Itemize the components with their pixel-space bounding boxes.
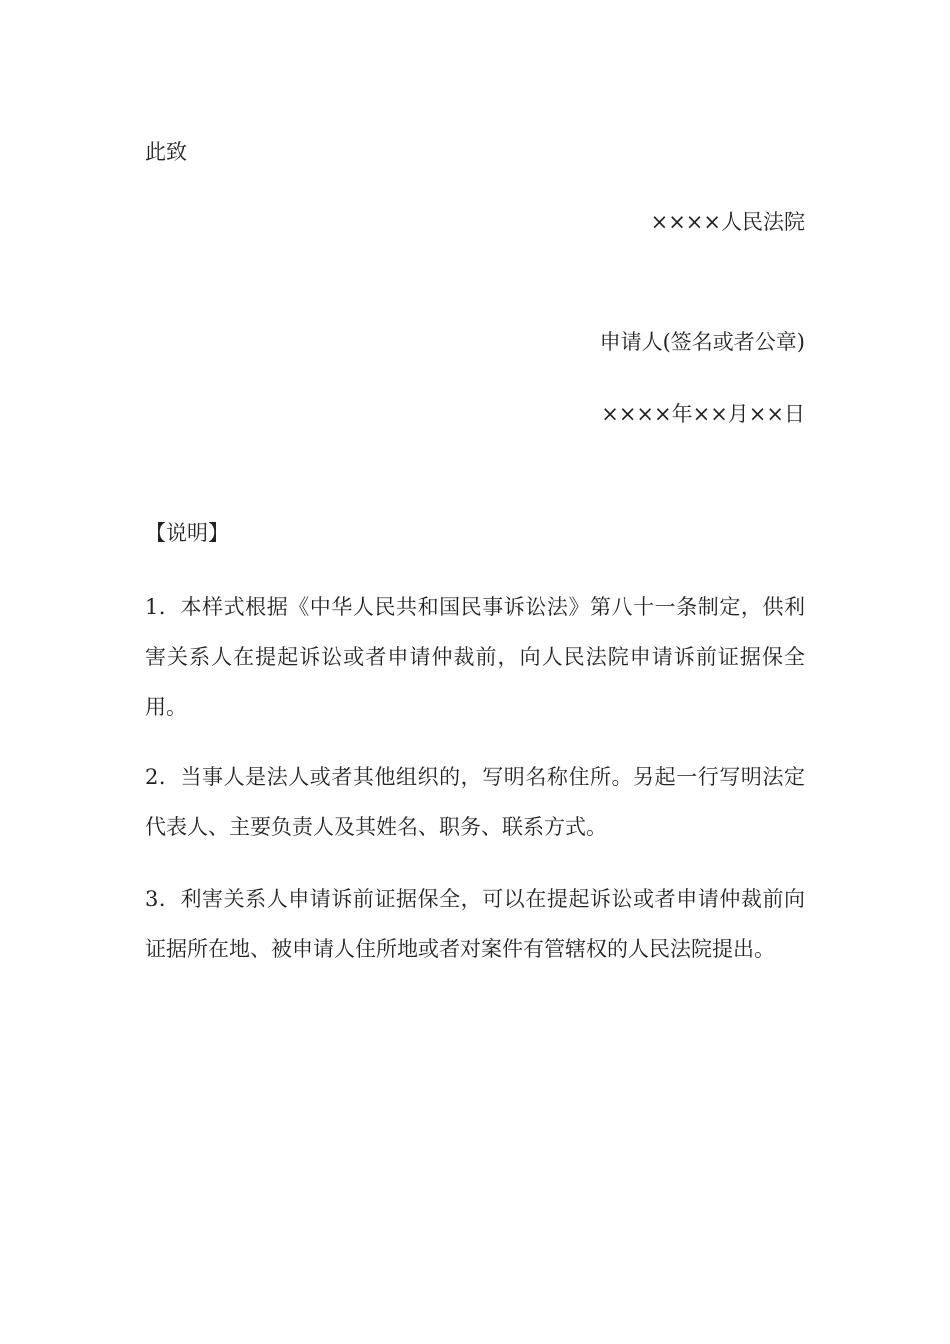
date-line: ××××年××月××日 bbox=[601, 402, 805, 426]
note-item-3: 3．利害关系人申请诉前证据保全，可以在提起诉讼或者申请仲裁前向证据所在地、被申请人住所地或者对案件有管辖权的人民法院提出。 bbox=[145, 887, 805, 961]
court-name: ××××人民法院 bbox=[650, 210, 805, 234]
notes-heading: 【说明】 bbox=[145, 521, 229, 545]
applicant-signature-line: 申请人(签名或者公章) bbox=[599, 330, 805, 354]
note-item-1: 1．本样式根据《中华人民共和国民事诉讼法》第八十一条制定，供利害关系人在提起诉讼或者申请仲裁前，向人民法院申请诉前证据保全用。 bbox=[145, 595, 805, 719]
salutation-text: 此致 bbox=[145, 140, 187, 164]
note-item-2: 2．当事人是法人或者其他组织的，写明名称住所。另起一行写明法定代表人、主要负责人及其姓名、职务、联系方式。 bbox=[145, 765, 805, 839]
